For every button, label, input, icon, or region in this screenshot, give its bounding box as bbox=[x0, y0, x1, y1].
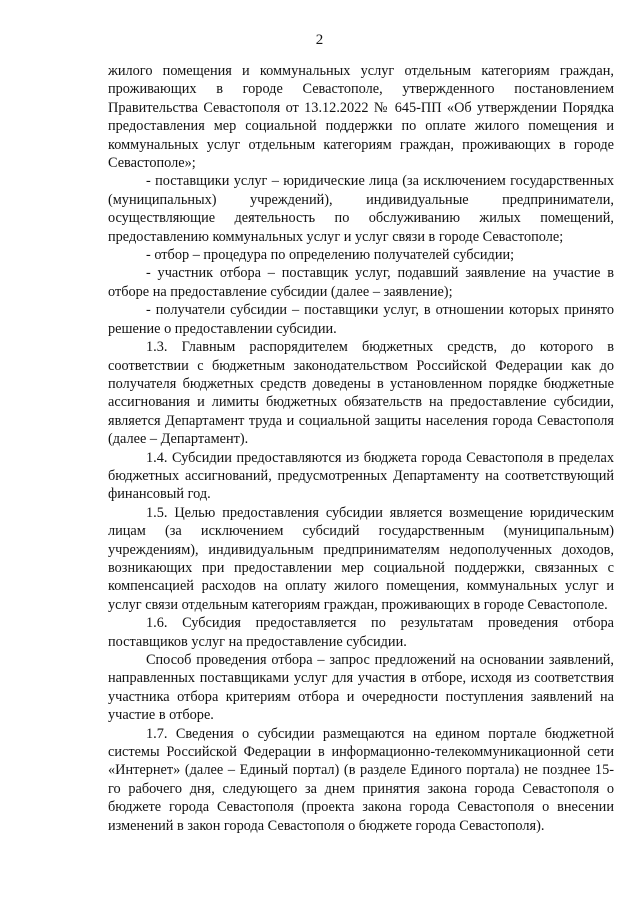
paragraph-continuation: жилого помещения и коммунальных услуг отдельным категориям граждан, проживающих в городе Севастополе, утвержденного постановлением Правительства Севастополя от 13.12.2022 № 645-ПП «Об утверждении Порядка предоставления мер социальной поддержки по оплате жилого помещения и коммунальных услуг отдельным категориям граждан, проживающих в городе Севастополе»; bbox=[108, 63, 614, 172]
definition-selection-participant: - участник отбора – поставщик услуг, подавший заявление на участие в отборе на предоставление субсидии (далее – заявление); bbox=[108, 265, 614, 300]
selection-method-paragraph: Способ проведения отбора – запрос предложений на основании заявлений, направленных поставщиками услуг для участия в отборе, исходя из соответствия участника отбора критериям отбора и очередности поступления заявлений на участие в отборе. bbox=[108, 652, 614, 724]
document-body bbox=[108, 62, 614, 835]
clause-1-4: 1.4. Субсидии предоставляются из бюджета города Севастополя в пределах бюджетных ассигнований, предусмотренных Департаменту на соответствующий финансовый год. bbox=[108, 449, 614, 503]
definition-subsidy-recipients: - получатели субсидии – поставщики услуг, в отношении которых принято решение о предоставлении субсидии. bbox=[108, 302, 614, 337]
clause-1-3: 1.3. Главным распорядителем бюджетных средств, до которого в соответствии с бюджетным законодательством Российской Федерации как до получателя бюджетных средств доведены в установленном порядке бюджетные ассигнования и лимиты бюджетных обязательств на предоставление субсидии, является Департамент труда и социальной защиты населения города Севастополя (далее – Департамент). bbox=[108, 339, 614, 448]
definition-selection: - отбор – процедура по определению получателей субсидии; bbox=[146, 247, 515, 264]
definition-service-providers: - поставщики услуг – юридические лица (за исключением государственных (муниципальных) учреждений), индивидуальные предприниматели, осуществляющие деятельность по обслуживанию жилых помещений, предоставлению коммунальных услуг и услуг связи в городе Севастополе; bbox=[108, 173, 614, 245]
clause-1-6: 1.6. Субсидия предоставляется по результатам проведения отбора поставщиков услуг на предоставление субсидии. bbox=[108, 615, 614, 650]
page-number: 2 bbox=[315, 32, 324, 48]
clause-1-7: 1.7. Сведения о субсидии размещаются на едином портале бюджетной системы Российской Федерации в информационно-телекоммуникационной сети «Интернет» (далее – Единый портал) (в разделе Единого портала) не позднее 15-го рабочего дня, следующего за днем принятия закона города Севастополя о бюджете города Севастополя (проекта закона города Севастополя о внесении изменений в закон города Севастополя о бюджете города Севастополя). bbox=[108, 725, 614, 834]
clause-1-5: 1.5. Целью предоставления субсидии является возмещение юридическим лицам (за исключением субсидий государственным (муниципальным) учреждениям), индивидуальным предпринимателям недополученных доходов, возникающих при предоставлении мер социальной поддержки, связанных с компенсацией расходов на оплату жилого помещения, коммунальных услуг и услуг связи отдельным категориям граждан, проживающих в городе Севастополе. bbox=[108, 504, 614, 613]
